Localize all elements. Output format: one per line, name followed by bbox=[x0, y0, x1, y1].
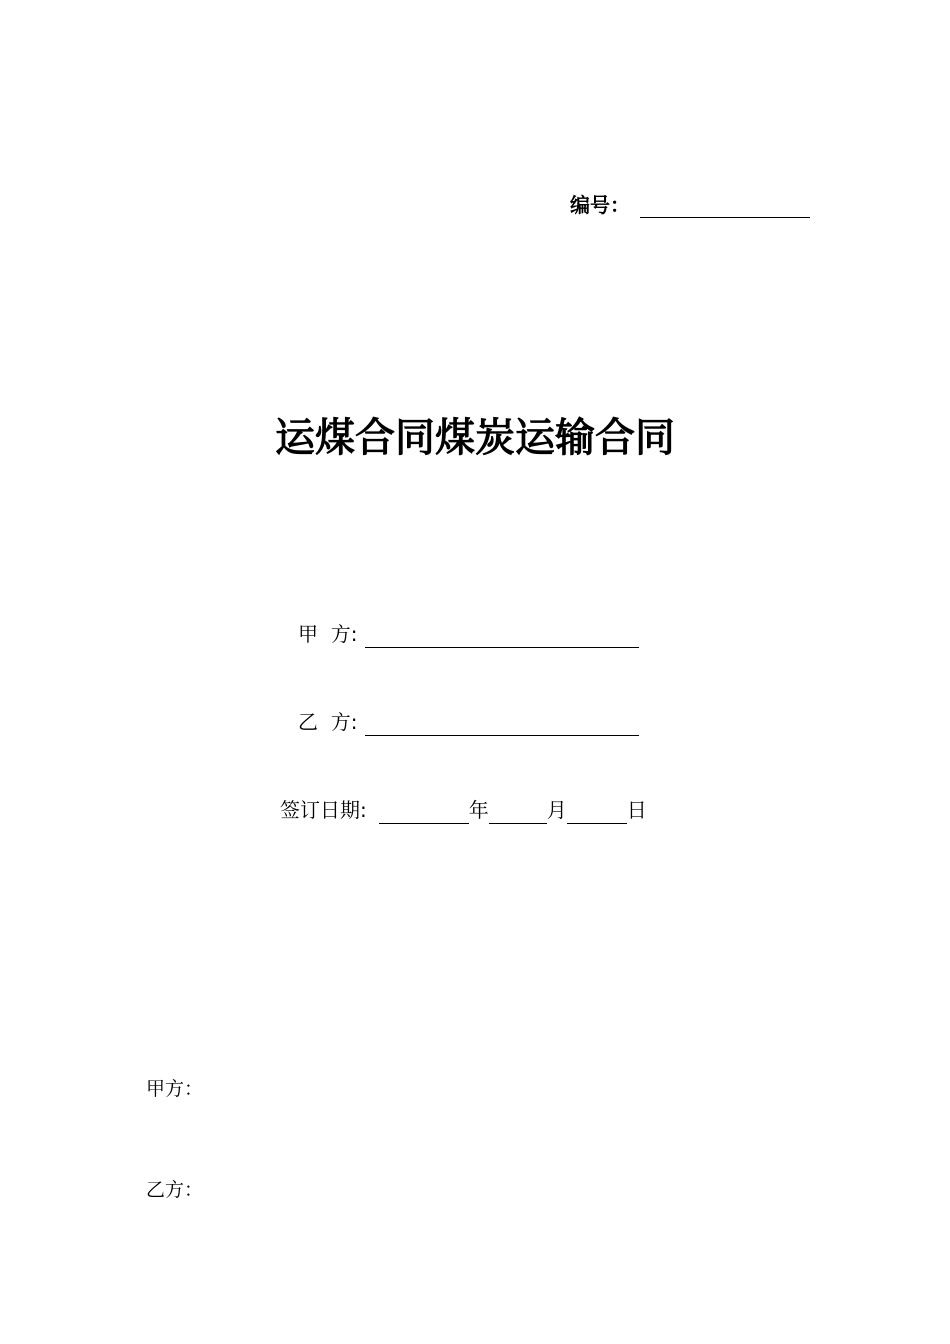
party-b-blank bbox=[365, 711, 639, 736]
day-label: 日 bbox=[626, 798, 647, 822]
footer-party-a: 甲方： bbox=[146, 1078, 204, 1100]
year-label: 年 bbox=[468, 798, 489, 822]
year-blank bbox=[379, 799, 469, 824]
party-a-label: 甲 方: bbox=[298, 622, 358, 646]
month-label: 月 bbox=[546, 798, 567, 822]
party-b-label: 乙 方: bbox=[298, 710, 358, 734]
document-number-row bbox=[570, 190, 810, 218]
document-title: 运煤合同煤炭运输合同 bbox=[275, 415, 675, 461]
signing-date-label: 签订日期: bbox=[280, 798, 367, 822]
party-b-row bbox=[298, 708, 639, 736]
party-a-row bbox=[298, 620, 639, 648]
party-a-blank bbox=[365, 623, 639, 648]
day-blank bbox=[567, 799, 627, 824]
document-number-label: 编号： bbox=[570, 193, 630, 217]
footer-party-b: 乙方： bbox=[146, 1179, 204, 1201]
document-number-blank bbox=[640, 193, 810, 218]
signing-date-row bbox=[280, 796, 647, 824]
month-blank bbox=[489, 799, 547, 824]
